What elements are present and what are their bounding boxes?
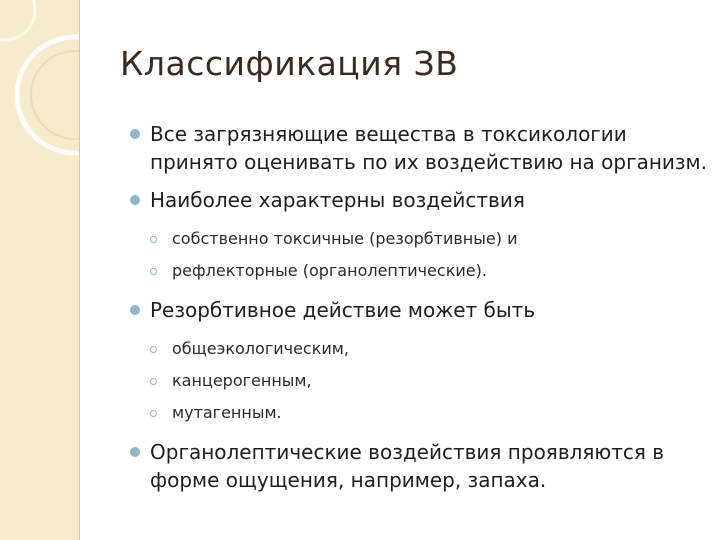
bullet-icon [130,195,140,205]
bullet-text: Наиболее характерны воздействия [150,188,525,212]
sub-bullet-icon [150,268,157,275]
sub-bullet-text: общеэкологическим, [172,339,349,358]
bullet-icon [130,129,140,139]
sub-bullet-text: рефлекторные (органолептические). [172,261,487,280]
sub-bullet-item [130,402,710,424]
sub-bullet-icon [150,346,157,353]
decorative-sidebar [0,0,80,540]
sub-bullet-text: канцерогенным, [172,371,312,390]
bullet-item [130,120,710,176]
bullet-text: Все загрязняющие вещества в токсикологии принято оценивать по их воздействию на организм. [150,122,708,174]
bullet-icon [130,447,140,457]
slide-title: Классификация ЗВ [120,44,459,83]
bullet-item [130,438,710,494]
sub-bullet-item [130,228,710,250]
sub-bullet-icon [150,378,157,385]
sub-bullet-icon [150,236,157,243]
bullet-text: Органолептические воздействия проявляются в форме ощущения, например, запаха. [150,440,665,492]
bullet-list [130,120,710,494]
sub-bullet-item [130,260,710,282]
decorative-circles-icon [0,0,79,540]
sub-bullet-text: мутагенным. [172,403,282,422]
bullet-item [130,296,710,324]
sub-bullet-text: собственно токсичные (резорбтивные) и [172,229,518,248]
bullet-icon [130,305,140,315]
bullet-text: Резорбтивное действие может быть [150,298,536,322]
sub-bullet-item [130,338,710,360]
bullet-item [130,186,710,214]
sub-bullet-icon [150,410,157,417]
sub-bullet-item [130,370,710,392]
